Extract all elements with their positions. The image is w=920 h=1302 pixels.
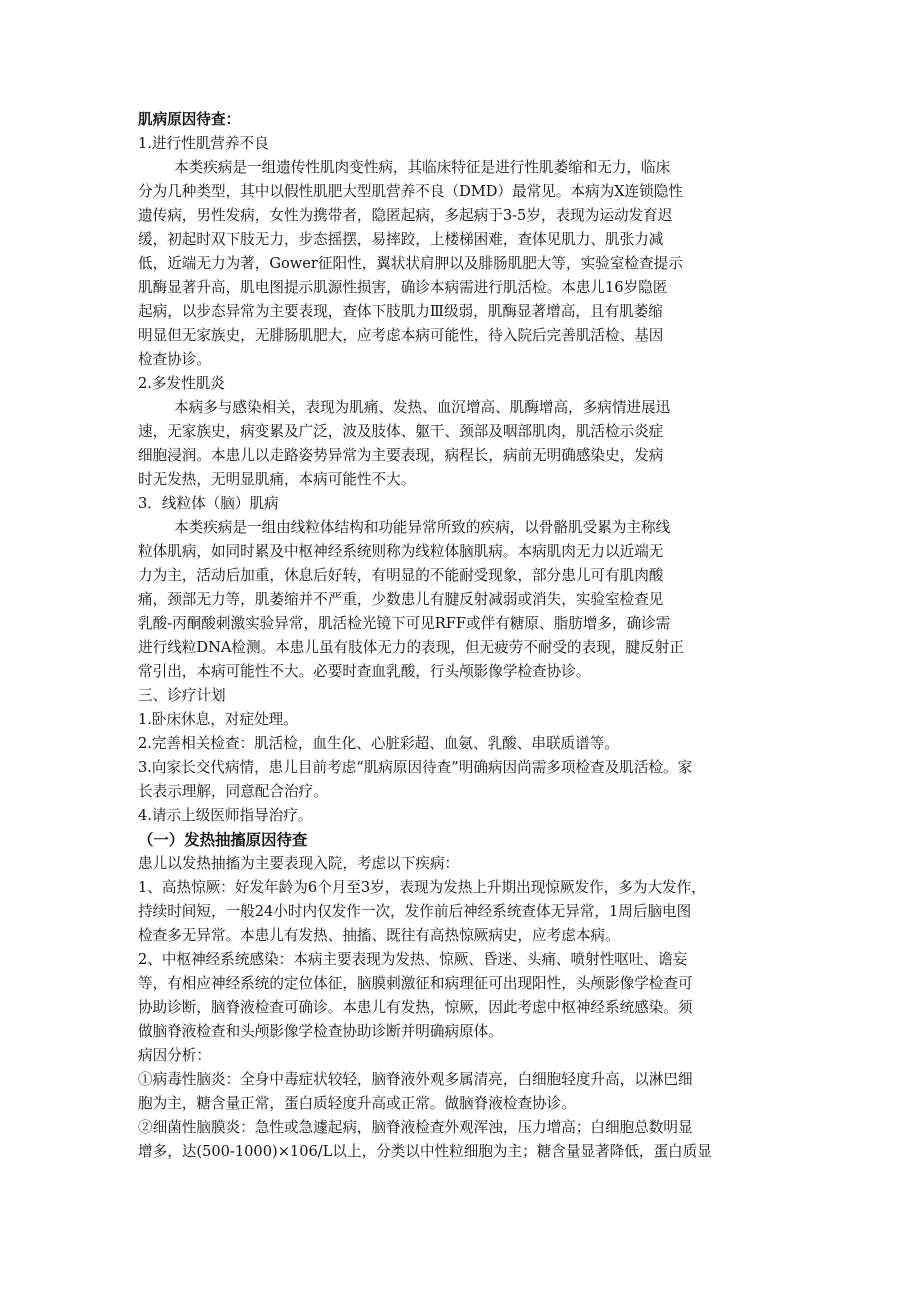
text-line: 痛，颈部无力等，肌萎缩并不严重，少数患儿有腱反射减弱或消失，实验室检查见 [138,591,664,608]
text-line: 胞为主，糖含量正常，蛋白质轻度升高或正常。做脑脊液检查协诊。 [138,1095,576,1112]
text-line: 增多，达(500-1000)×106/L以上，分类以中性粒细胞为主；糖含量显著降低，蛋白质显 [138,1143,712,1160]
text-line: 肌酶显著升高，肌电图提示肌源性损害，确诊本病需进行肌活检。本患儿16岁隐匿 [138,279,668,296]
text-line: 缓，初起时双下肢无力，步态摇摆，易摔跤，上楼梯困难，查体见肌力、肌张力减 [138,231,664,248]
text-line: 等，有相应神经系统的定位体征，脑膜刺激征和病理征可出现阳性，头颅影像学检查可 [138,975,693,992]
text-line: 时无发热，无明显肌痛，本病可能性不大。 [138,471,416,488]
text-line: 持续时间短，一般24小时内仅发作一次，发作前后神经系统查体无异常，1周后脑电图 [138,903,692,920]
text-line: 病因分析： [138,1047,211,1064]
text-line: 分为几种类型，其中以假性肌肥大型肌营养不良（DMD）最常见。本病为X连锁隐性 [138,183,683,200]
text-line: 3．线粒体（脑）肌病 [138,495,279,512]
text-line: 低，近端无力为著，Gower征阳性，翼状状肩胛以及腓肠肌肥大等，实验室检查提示 [138,255,683,272]
text-line: 本病多与感染相关，表现为肌痛、发热、血沉增高、肌酶增高，多病情进展迅 [174,399,671,416]
text-line: 常引出，本病可能性不大。必要时查血乳酸，行头颅影像学检查协诊。 [138,663,591,680]
text-line: 本类疾病是一组遗传性肌肉变性病，其临床特征是进行性肌萎缩和无力，临床 [174,159,671,176]
text-line: 协助诊断，脑脊液检查可确诊。本患儿有发热，惊厥，因此考虑中枢神经系统感染。须 [138,999,693,1016]
text-line: 细胞浸润。本患儿以走路姿势异常为主要表现，病程长，病前无明确感染史，发病 [138,447,664,464]
section-heading: （一）发热抽搐原因待查 [138,831,308,849]
text-line: 1、高热惊厥：好发年龄为6个月至3岁，表现为发热上升期出现惊厥发作，多为大发作， [138,879,706,896]
text-line: 1.卧床休息，对症处理。 [138,711,298,728]
text-line: 乳酸-丙酮酸刺激实验异常，肌活检光镜下可见RFF或伴有糖原、脂肪增多，确诊需 [138,615,671,632]
text-line: 3.向家长交代病情，患儿目前考虑“肌病原因待查”明确病因尚需多项检查及肌活检。家 [138,759,693,776]
text-line: 三、诊疗计划 [138,687,226,704]
text-line: ①病毒性脑炎：全身中毒症状较轻，脑脊液外观多属清亮，白细胞轻度升高，以淋巴细 [138,1071,693,1088]
text-line: 本类疾病是一组由线粒体结构和功能异常所致的疾病，以骨骼肌受累为主称线 [174,519,671,536]
text-line: 起病，以步态异常为主要表现，查体下肢肌力Ⅲ级弱，肌酶显著增高，且有肌萎缩 [138,303,663,320]
text-line: 检查多无异常。本患儿有发热、抽搐、既往有高热惊厥病史，应考虑本病。 [138,927,620,944]
text-line: 患儿以发热抽搐为主要表现入院，考虑以下疾病： [138,855,460,872]
text-line: 检查协诊。 [138,351,211,368]
section-heading: 肌病原因待查： [138,111,241,128]
text-line: 速，无家族史，病变累及广泛，波及肢体、躯干、颈部及咽部肌肉，肌活检示炎症 [138,423,664,440]
text-line: 遗传病，男性发病，女性为携带者，隐匿起病，多起病于3-5岁，表现为运动发育迟 [138,207,673,224]
text-line: 4.请示上级医师指导治疗。 [138,807,313,824]
text-line: 长表示理解，同意配合治疗。 [138,783,328,800]
text-line: 进行线粒DNA检测。本患儿虽有肢体无力的表现，但无疲劳不耐受的表现，腱反射正 [138,639,684,656]
text-line: 1.进行性肌营养不良 [138,135,269,152]
text-line: 明显但无家族史，无腓肠肌肥大，应考虑本病可能性，待入院后完善肌活检、基因 [138,327,664,344]
text-line: 2.多发性肌炎 [138,375,225,392]
text-line: 2、中枢神经系统感染：本病主要表现为发热、惊厥、昏迷、头痛、喷射性呕吐、谵妄 [138,951,688,968]
text-line: 2.完善相关检查：肌活检，血生化、心脏彩超、血氨、乳酸、串联质谱等。 [138,735,619,752]
text-line: 力为主，活动后加重，休息后好转，有明显的不能耐受现象，部分患儿可有肌肉酸 [138,567,664,584]
text-line: 粒体肌病，如同时累及中枢神经系统则称为线粒体脑肌病。本病肌肉无力以近端无 [138,543,664,560]
text-line: ②细菌性脑膜炎：急性或急遽起病，脑脊液检查外观浑浊，压力增高；白细胞总数明显 [138,1119,693,1136]
document-page [138,108,786,1164]
text-line: 做脑脊液检查和头颅影像学检查协助诊断并明确病原体。 [138,1023,503,1040]
